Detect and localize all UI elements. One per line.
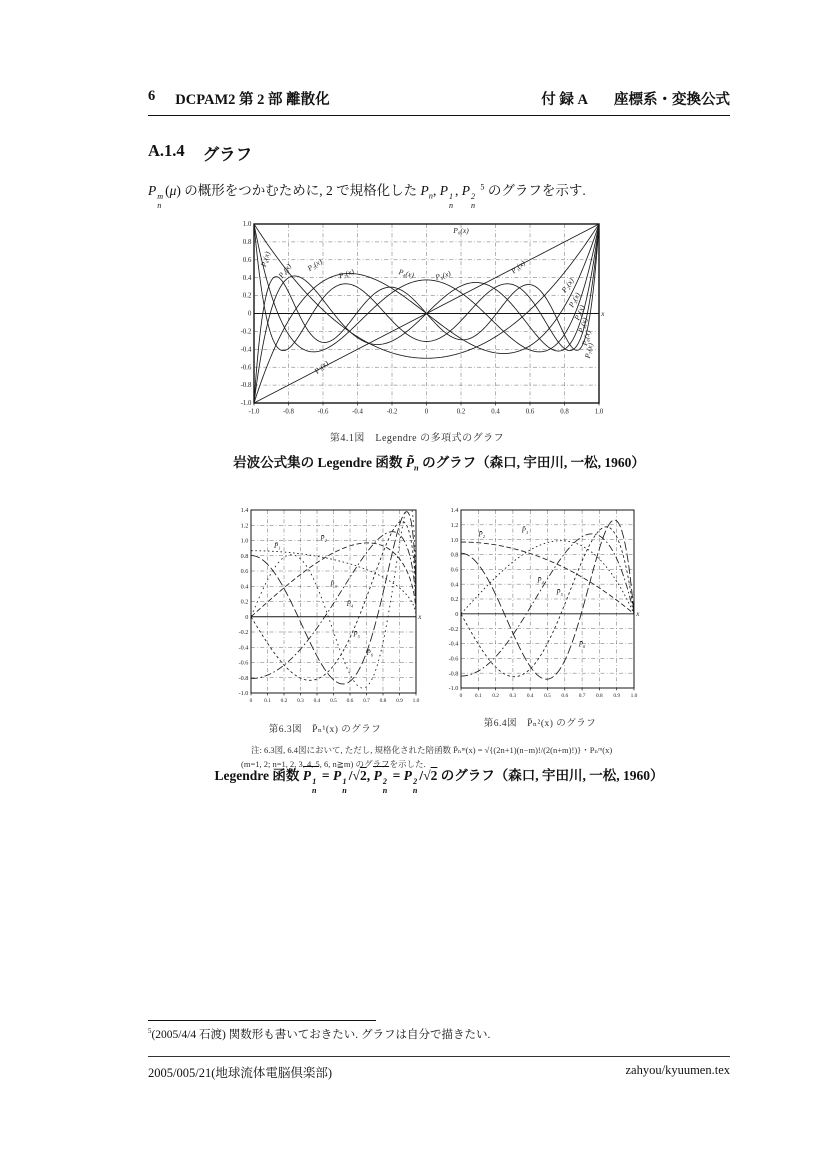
svg-text:0.4: 0.4 — [526, 693, 534, 699]
svg-text:0.4: 0.4 — [491, 408, 500, 416]
svg-text:0: 0 — [455, 610, 459, 618]
section-title: グラフ — [202, 145, 253, 164]
section-heading — [148, 141, 252, 165]
svg-text:P₁(x): P₁(x) — [312, 358, 331, 376]
intro-text-2: のグラフを示す. — [484, 183, 586, 198]
svg-text:-1.0: -1.0 — [240, 400, 252, 408]
svg-text:0.7: 0.7 — [363, 698, 370, 704]
svg-text:P̄₃: P̄₃ — [521, 526, 529, 535]
math-Pbar1n: P 1 n — [302, 768, 317, 795]
svg-text:1.0: 1.0 — [412, 698, 420, 704]
svg-text:P̄₆: P̄₆ — [366, 648, 374, 657]
svg-text:0.8: 0.8 — [242, 239, 252, 246]
figure2-right-caption: 第6.4図 P̄ₙ²(x) のグラフ — [483, 719, 597, 729]
section-number: A.1.4 — [148, 141, 185, 160]
footer-right: zahyou/kyuumen.tex — [625, 1063, 730, 1077]
svg-text:1.2: 1.2 — [240, 522, 249, 530]
svg-text:0: 0 — [249, 698, 253, 704]
svg-text:P₂(x): P₂(x) — [559, 276, 576, 295]
iwanami-scan-figure — [227, 219, 607, 444]
svg-text:0: 0 — [424, 408, 429, 416]
figure2-row — [227, 504, 647, 735]
svg-text:-0.6: -0.6 — [448, 655, 459, 663]
figure2-note-line1: 注: 6.3図, 6.4図において, ただし, 規格化された陪函数 P̄ₙᵐ(x) = √{(2n+1)(n−m)!/(2(n+m)!)}・Pₙᵐ(x) — [251, 745, 613, 755]
svg-text:P₃(x): P₃(x) — [305, 256, 324, 273]
svg-text:0.3: 0.3 — [509, 693, 517, 699]
header-left-title: DCPAM2 第 2 部 離散化 — [175, 92, 330, 108]
math-P: P — [461, 183, 470, 198]
svg-text:-0.8: -0.8 — [448, 670, 459, 678]
math-P-tilde: P̃ — [405, 455, 415, 470]
figure2-left-caption: 第6.3図 P̄ₙ¹(x) のグラフ — [268, 725, 382, 735]
svg-text:-0.4: -0.4 — [448, 640, 459, 648]
math-supsub-mn: m n — [157, 192, 164, 210]
svg-text:1.4: 1.4 — [240, 507, 249, 515]
svg-text:1.0: 1.0 — [242, 221, 252, 229]
header-right-title: 座標系・変換公式 — [614, 92, 730, 108]
svg-text:-0.2: -0.2 — [386, 408, 398, 416]
svg-text:0.2: 0.2 — [492, 693, 499, 699]
svg-text:0: 0 — [459, 693, 463, 699]
figure2-caption: Legendre 函数 P 1 n = P 1 n /√2, P 2 n = P 2 n /√2 のグラフ（森口, 宇田川, 一松, 1960） — [214, 768, 664, 795]
svg-text:-0.6: -0.6 — [240, 364, 252, 372]
svg-text:0.4: 0.4 — [450, 581, 459, 589]
math-P: P — [148, 183, 157, 198]
svg-text:-0.6: -0.6 — [317, 408, 329, 416]
svg-text:0.6: 0.6 — [525, 408, 535, 416]
sqrt-symbol: √ — [423, 768, 431, 783]
svg-text:P₃(x): P₃(x) — [566, 290, 582, 309]
footnote-number: 5 — [148, 1028, 152, 1036]
footnote-rule — [148, 1020, 376, 1021]
svg-text:0.6: 0.6 — [242, 256, 252, 264]
svg-text:1.2: 1.2 — [450, 521, 459, 529]
page-header — [148, 88, 730, 116]
svg-text:0.8: 0.8 — [596, 693, 603, 699]
legendre-polynomial-chart — [228, 219, 606, 419]
footnote-text: (2005/4/4 石渡) 関数形も書いておきたい. グラフは自分で描きたい. — [151, 1029, 491, 1041]
svg-text:1.0: 1.0 — [450, 536, 459, 544]
svg-text:P₅(x): P₅(x) — [434, 268, 452, 282]
svg-text:P₀(x): P₀(x) — [453, 225, 469, 235]
svg-text:-0.2: -0.2 — [238, 629, 249, 637]
svg-text:-0.2: -0.2 — [448, 625, 459, 633]
svg-text:-0.8: -0.8 — [238, 674, 249, 682]
sqrt-symbol: √ — [352, 768, 360, 783]
footnote — [148, 1026, 730, 1042]
svg-text:-1.0: -1.0 — [238, 690, 249, 698]
intro-text-1: ) の概形をつかむために, 2 で規格化した — [176, 183, 421, 198]
svg-text:P₁(x): P₁(x) — [509, 258, 527, 276]
svg-text:0: 0 — [245, 613, 249, 621]
svg-text:0.9: 0.9 — [613, 693, 621, 699]
svg-text:0.2: 0.2 — [450, 596, 459, 604]
svg-text:0.3: 0.3 — [297, 698, 304, 704]
svg-text:P₇(x): P₇(x) — [582, 342, 595, 360]
svg-text:0.2: 0.2 — [456, 408, 466, 416]
svg-text:0.4: 0.4 — [313, 698, 321, 704]
page-footer — [148, 1063, 730, 1081]
svg-text:0.6: 0.6 — [346, 698, 354, 704]
svg-text:P̄₄: P̄₄ — [346, 600, 354, 609]
svg-text:0.9: 0.9 — [396, 698, 403, 704]
associated-legendre-m2-chart — [437, 504, 643, 704]
figure2-left-column — [227, 504, 423, 735]
svg-text:1.4: 1.4 — [450, 507, 459, 515]
associated-legendre-scan-figure — [227, 504, 647, 771]
svg-text:-0.2: -0.2 — [240, 328, 252, 336]
svg-text:P₆(x): P₆(x) — [258, 250, 272, 268]
svg-text:x: x — [418, 613, 422, 622]
svg-text:x: x — [636, 610, 640, 619]
svg-text:1.0: 1.0 — [594, 408, 604, 416]
svg-text:-1.0: -1.0 — [248, 408, 260, 416]
svg-text:P̄₂: P̄₂ — [478, 530, 486, 539]
svg-text:0.5: 0.5 — [544, 693, 551, 699]
svg-text:P₄(x): P₄(x) — [397, 267, 416, 280]
svg-text:-0.8: -0.8 — [283, 408, 294, 416]
page-number: 6 — [148, 88, 156, 104]
svg-text:P₄(x): P₄(x) — [276, 261, 294, 280]
svg-text:0.1: 0.1 — [264, 698, 271, 704]
intro-paragraph: P m n (μ) の概形をつかむために, 2 で規格化した $P_n$, P 1 n , P 2 n $^5$ のグラフを示す. — [148, 182, 586, 210]
svg-text:0.8: 0.8 — [560, 408, 569, 416]
svg-text:-0.4: -0.4 — [352, 408, 363, 416]
svg-text:1.0: 1.0 — [240, 537, 249, 545]
svg-text:P̄₁: P̄₁ — [274, 542, 281, 551]
associated-legendre-m1-chart — [227, 504, 423, 710]
svg-text:-0.8: -0.8 — [240, 382, 252, 390]
header-right — [541, 88, 730, 109]
svg-text:P̄₄: P̄₄ — [537, 576, 544, 585]
svg-text:P̄₆: P̄₆ — [578, 640, 586, 649]
svg-text:0.2: 0.2 — [280, 698, 288, 704]
svg-text:0.2: 0.2 — [240, 598, 249, 606]
svg-text:x: x — [601, 309, 605, 318]
svg-text:P̄₅: P̄₅ — [353, 630, 360, 639]
svg-text:0.8: 0.8 — [379, 698, 387, 704]
math-mu: μ — [169, 183, 177, 198]
svg-text:P̄₂: P̄₂ — [320, 534, 327, 543]
svg-text:-0.4: -0.4 — [240, 346, 252, 354]
svg-text:0.4: 0.4 — [242, 274, 252, 282]
svg-text:P̄₃: P̄₃ — [330, 580, 337, 589]
svg-text:-0.6: -0.6 — [238, 659, 249, 667]
svg-text:0.7: 0.7 — [578, 693, 586, 699]
svg-text:0.8: 0.8 — [240, 552, 249, 560]
footer-rule — [148, 1056, 730, 1057]
svg-text:0.6: 0.6 — [240, 568, 249, 576]
svg-text:0.4: 0.4 — [240, 583, 249, 591]
svg-text:-0.4: -0.4 — [238, 644, 249, 652]
math-P: P — [420, 183, 429, 198]
svg-text:0.6: 0.6 — [561, 693, 569, 699]
svg-text:0.5: 0.5 — [330, 698, 337, 704]
math-Pbar2n: P 2 n — [373, 768, 388, 795]
svg-text:P₂(x): P₂(x) — [337, 266, 356, 281]
svg-text:1.0: 1.0 — [630, 693, 638, 699]
figure2-note-line2: (m=1, 2; n=1, 2, 3, 4, 5, 6, n≧m) のグラフを示した. — [241, 758, 426, 769]
svg-text:P₆(x): P₆(x) — [579, 329, 593, 347]
footer-left: 2005/005/21(地球流体電脳倶楽部) — [148, 1066, 333, 1080]
svg-text:0.6: 0.6 — [450, 566, 459, 574]
svg-text:-1.0: -1.0 — [448, 685, 459, 693]
figure1-caption: 岩波公式集の Legendre 函数 $P̃_n$ のグラフ（森口, 宇田川, 一松, 1960） — [233, 455, 645, 473]
svg-text:0: 0 — [247, 310, 252, 318]
figure1-inner-caption: 第4.1図 Legendre の多項式のグラフ — [329, 433, 505, 444]
header-left — [148, 88, 330, 109]
footnote-marker: 5 — [480, 182, 485, 192]
svg-text:0.1: 0.1 — [474, 693, 482, 699]
svg-text:P₅(x): P₅(x) — [576, 316, 590, 335]
math-P: P — [439, 183, 448, 198]
appendix-label: 付 録 A — [541, 92, 588, 108]
svg-text:0.8: 0.8 — [450, 551, 459, 559]
svg-text:P₄(x): P₄(x) — [572, 303, 587, 322]
svg-text:P̄₅: P̄₅ — [556, 588, 563, 597]
svg-text:0.2: 0.2 — [242, 292, 252, 300]
figure2-right-column — [437, 504, 643, 729]
